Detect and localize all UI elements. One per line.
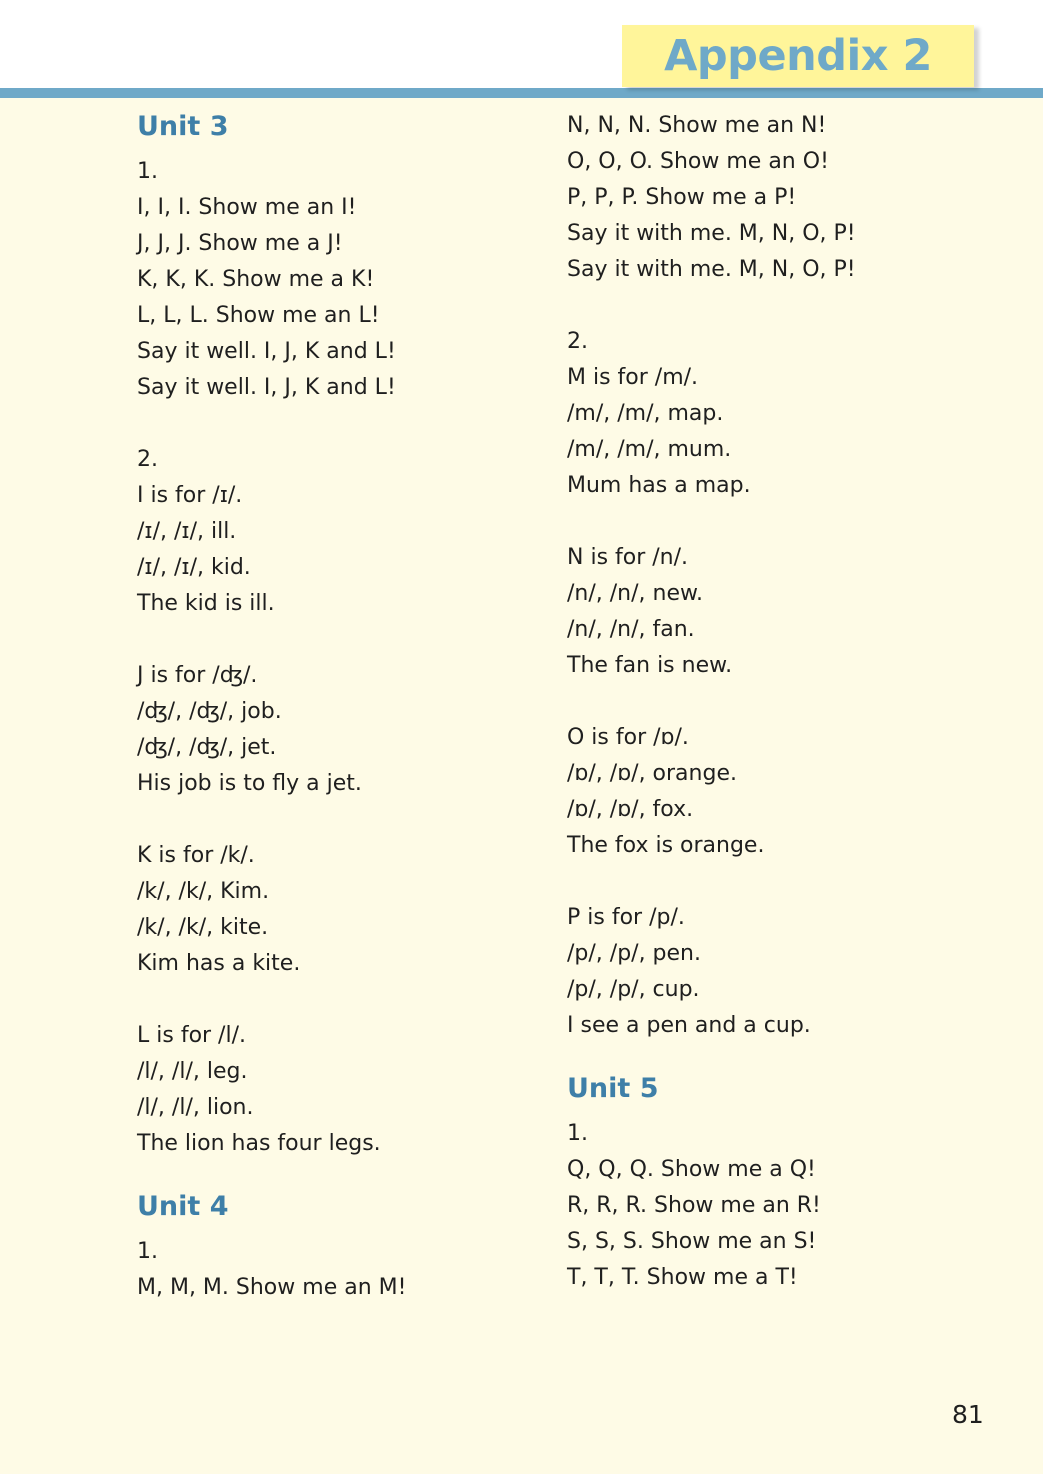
header-rule bbox=[0, 88, 1043, 98]
text-line: /p/, /p/, cup. bbox=[567, 977, 700, 1002]
text-line: /ɒ/, /ɒ/, orange. bbox=[567, 761, 737, 786]
text-line: /m/, /m/, map. bbox=[567, 401, 724, 426]
text-line: 1. bbox=[567, 1121, 588, 1146]
line-gap bbox=[567, 684, 987, 720]
text-line: /n/, /n/, fan. bbox=[567, 617, 695, 642]
text-line: The lion has four legs. bbox=[137, 1131, 381, 1156]
line-gap bbox=[137, 406, 537, 442]
text-line: 1. bbox=[137, 159, 158, 184]
text-line: L is for /l/. bbox=[137, 1023, 246, 1048]
text-line: L, L, L. Show me an L! bbox=[137, 303, 380, 328]
text-line: K, K, K. Show me a K! bbox=[137, 267, 375, 292]
text-line: /p/, /p/, pen. bbox=[567, 941, 701, 966]
page-title: Appendix 2 bbox=[664, 31, 932, 81]
text-line: Say it with me. M, N, O, P! bbox=[567, 257, 856, 282]
text-line: J, J, J. Show me a J! bbox=[137, 231, 343, 256]
text-line: /k/, /k/, Kim. bbox=[137, 879, 270, 904]
text-line: /ʤ/, /ʤ/, jet. bbox=[137, 735, 277, 760]
page-number: 81 bbox=[952, 1400, 984, 1429]
left-column bbox=[137, 108, 537, 1306]
line-gap bbox=[567, 864, 987, 900]
text-line: Kim has a kite. bbox=[137, 951, 301, 976]
text-line: /m/, /m/, mum. bbox=[567, 437, 732, 462]
text-line: /ɪ/, /ɪ/, kid. bbox=[137, 555, 251, 580]
text-line: /ɪ/, /ɪ/, ill. bbox=[137, 519, 237, 544]
text-line: 2. bbox=[567, 329, 588, 354]
line-gap bbox=[137, 622, 537, 658]
text-line: /k/, /k/, kite. bbox=[137, 915, 269, 940]
text-line: /ɒ/, /ɒ/, fox. bbox=[567, 797, 694, 822]
line-gap bbox=[567, 288, 987, 324]
text-line: Say it well. I, J, K and L! bbox=[137, 339, 396, 364]
unit-3-heading: Unit 3 bbox=[137, 111, 229, 142]
text-line: J is for /ʤ/. bbox=[137, 663, 258, 688]
text-line: 2. bbox=[137, 447, 158, 472]
text-line: T, T, T. Show me a T! bbox=[567, 1265, 798, 1290]
unit-5-heading: Unit 5 bbox=[567, 1073, 659, 1104]
right-column bbox=[567, 108, 987, 1296]
text-line: O, O, O. Show me an O! bbox=[567, 149, 829, 174]
unit-4-continued-lines bbox=[567, 108, 987, 1044]
text-line: /l/, /l/, lion. bbox=[137, 1095, 254, 1120]
text-line: R, R, R. Show me an R! bbox=[567, 1193, 821, 1218]
text-line: P is for /p/. bbox=[567, 905, 685, 930]
text-line: The kid is ill. bbox=[137, 591, 275, 616]
line-gap bbox=[137, 982, 537, 1018]
text-line: The fan is new. bbox=[567, 653, 733, 678]
appendix-tab bbox=[622, 25, 974, 87]
unit-4-lines bbox=[137, 1234, 537, 1306]
line-gap bbox=[567, 504, 987, 540]
text-line: N, N, N. Show me an N! bbox=[567, 113, 827, 138]
line-gap bbox=[137, 802, 537, 838]
text-line: 1. bbox=[137, 1239, 158, 1264]
text-line: I is for /ɪ/. bbox=[137, 483, 243, 508]
text-line: /n/, /n/, new. bbox=[567, 581, 703, 606]
text-line: Q, Q, Q. Show me a Q! bbox=[567, 1157, 816, 1182]
text-line: Say it well. I, J, K and L! bbox=[137, 375, 396, 400]
unit-4-heading: Unit 4 bbox=[137, 1191, 229, 1222]
text-line: S, S, S. Show me an S! bbox=[567, 1229, 817, 1254]
text-line: The fox is orange. bbox=[567, 833, 765, 858]
text-line: /ʤ/, /ʤ/, job. bbox=[137, 699, 282, 724]
text-line: His job is to fly a jet. bbox=[137, 771, 362, 796]
text-line: I see a pen and a cup. bbox=[567, 1013, 811, 1038]
text-line: Mum has a map. bbox=[567, 473, 751, 498]
text-line: M, M, M. Show me an M! bbox=[137, 1275, 407, 1300]
text-line: K is for /k/. bbox=[137, 843, 255, 868]
text-line: I, I, I. Show me an I! bbox=[137, 195, 357, 220]
text-line: M is for /m/. bbox=[567, 365, 699, 390]
text-line: P, P, P. Show me a P! bbox=[567, 185, 797, 210]
text-line: O is for /ɒ/. bbox=[567, 725, 689, 750]
unit-5-lines bbox=[567, 1116, 987, 1296]
unit-3-lines bbox=[137, 154, 537, 1162]
text-line: Say it with me. M, N, O, P! bbox=[567, 221, 856, 246]
text-line: N is for /n/. bbox=[567, 545, 689, 570]
text-line: /l/, /l/, leg. bbox=[137, 1059, 248, 1084]
